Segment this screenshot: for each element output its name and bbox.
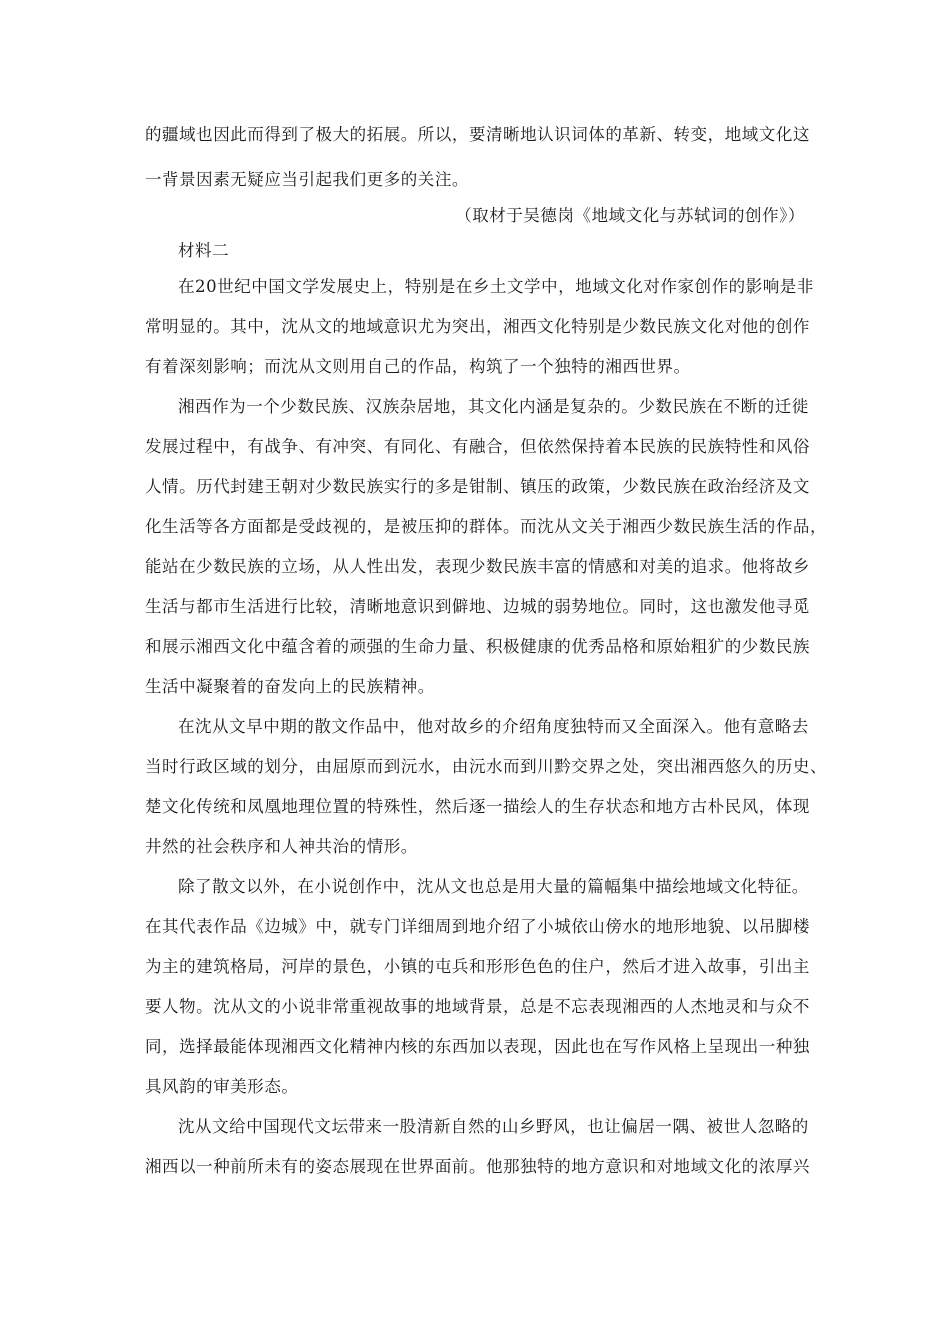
- paragraph-1-line-2: 常明显的。其中，沈从文的地域意识尤为突出，湘西文化特别是少数民族文化对他的创作: [145, 317, 810, 336]
- paragraph-5-line-1: 沈从文给中国现代文坛带来一股清新自然的山乡野风，也让偏居一隅、被世人忽略的: [178, 1117, 809, 1136]
- paragraph-4-line-5: 同，选择最能体现湘西文化精神内核的东西加以表现，因此也在写作风格上呈现出一种独: [145, 1037, 810, 1056]
- paragraph-4-line-4: 要人物。沈从文的小说非常重视故事的地域背景，总是不忘表现湘西的人杰地灵和与众不: [145, 997, 810, 1016]
- section-heading: 材料二: [178, 241, 230, 260]
- source-citation: （取材于吴德岗《地域文化与苏轼词的创作》）: [455, 206, 805, 225]
- paragraph-3-line-2: 当时行政区域的划分，由屈原而到沅水，由沅水而到川黔交界之处，突出湘西悠久的历史、: [145, 757, 827, 776]
- paragraph-5-line-2: 湘西以一种前所未有的姿态展现在世界面前。他那独特的地方意识和对地域文化的浓厚兴: [145, 1157, 810, 1176]
- paragraph-4-line-3: 为主的建筑格局，河岸的景色，小镇的屯兵和形形色色的住户，然后才进入故事，引出主: [145, 957, 810, 976]
- paragraph-2-line-4: 化生活等各方面都是受歧视的，是被压抑的群体。而沈从文关于湘西少数民族生活的作品，: [145, 517, 827, 536]
- paragraph-4-line-1: 除了散文以外，在小说创作中，沈从文也总是用大量的篇幅集中描绘地域文化特征。: [178, 877, 809, 896]
- paragraph-2-line-3: 人情。历代封建王朝对少数民族实行的多是钳制、镇压的政策，少数民族在政治经济及文: [145, 477, 810, 496]
- paragraph-4-line-6: 具风韵的审美形态。: [145, 1077, 299, 1096]
- paragraph-4-line-2: 在其代表作品《边城》中，就专门详细周到地介绍了小城依山傍水的地形地貌、以吊脚楼: [145, 917, 810, 936]
- paragraph-3-line-1: 在沈从文早中期的散文作品中，他对故乡的介绍角度独特而又全面深入。他有意略去: [178, 717, 809, 736]
- paragraph-3-line-4: 井然的社会秩序和人神共治的情形。: [145, 837, 418, 856]
- paragraph-1-line-3: 有着深刻影响；而沈从文则用自己的作品，构筑了一个独特的湘西世界。: [145, 357, 691, 376]
- paragraph-2-line-1: 湘西作为一个少数民族、汉族杂居地，其文化内涵是复杂的。少数民族在不断的迁徙: [178, 397, 809, 416]
- paragraph-2-line-5: 能站在少数民族的立场，从人性出发，表现少数民族丰富的情感和对美的追求。他将故乡: [145, 557, 810, 576]
- paragraph-1-line-1: 在20世纪中国文学发展史上，特别是在乡土文学中，地域文化对作家创作的影响是非: [178, 277, 814, 296]
- paragraph-3-line-3: 楚文化传统和凤凰地理位置的特殊性，然后逐一描绘人的生存状态和地方古朴民风，体现: [145, 797, 810, 816]
- paragraph-2-line-6: 生活与都市生活进行比较，清晰地意识到僻地、边城的弱势地位。同时，这也激发他寻觅: [145, 597, 810, 616]
- paragraph-2-line-8: 生活中凝聚着的奋发向上的民族精神。: [145, 677, 435, 696]
- intro-line-1: 的疆域也因此而得到了极大的拓展。所以，要清晰地认识词体的革新、转变，地域文化这: [145, 125, 810, 144]
- paragraph-2-line-7: 和展示湘西文化中蕴含着的顽强的生命力量、积极健康的优秀品格和原始粗犷的少数民族: [145, 637, 810, 656]
- intro-line-2: 一背景因素无疑应当引起我们更多的关注。: [145, 170, 469, 189]
- paragraph-2-line-2: 发展过程中，有战争、有冲突、有同化、有融合，但依然保持着本民族的民族特性和风俗: [145, 437, 810, 456]
